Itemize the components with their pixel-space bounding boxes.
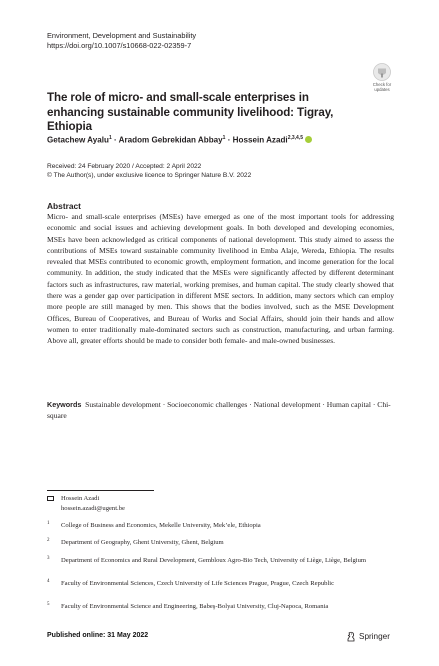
journal-name: Environment, Development and Sustainability	[47, 31, 197, 40]
affiliation-number: 2	[47, 538, 50, 543]
received-accepted-dates: Received: 24 February 2020 / Accepted: 2 April 2022	[47, 163, 202, 170]
author-separator: ·	[111, 135, 119, 145]
publisher-name: Springer	[359, 632, 390, 641]
envelope-icon	[47, 496, 54, 501]
affiliation-number: 1	[47, 521, 50, 526]
article-dates	[47, 162, 251, 180]
corresponding-author-email[interactable]: hossein.azadi@ugent.be	[61, 504, 125, 512]
footnote-divider	[47, 490, 154, 491]
author-affiliation-mark: 2,3,4,5	[287, 135, 303, 141]
springer-knight-icon	[346, 631, 356, 642]
doi-link[interactable]: https://doi.org/10.1007/s10668-022-02359-7	[47, 41, 192, 50]
author-list	[47, 135, 312, 145]
corresponding-author-name: Hossein Azadi	[61, 495, 100, 502]
author-separator: ·	[225, 135, 233, 145]
author-affiliation-mark: 1	[108, 135, 112, 141]
affiliation-number: 5	[47, 602, 50, 607]
abstract-text: Micro- and small-scale enterprises (MSEs) have emerged as one of the most important tools for addressing economic and social issues and achieving development goals. In both developed and developing economies, MSEs have been acknowledged as critical components of national development. This study aimed to assess the contributions of MSEs toward sustainable community livelihood in Emba Alaje, Wereda, Ethiopia. The results revealed that MSEs contributed to economic growth, employment formation, and income generation for the local community. In addition, the study indicated that the MSEs were significantly affected by different determinant factors such as infrastructures, raw material, working premises, and human capital. The study clearly showed that there was a gender gap over participation in different MSE sectors. In addition, many sectors which can employ more people are still managed by men. This shows that the bodies involved, such as the MSE Development Offices, Bureau of Cooperatives, and Bureau of Works and Social Affairs, should join their hands and allow women to enter traditionally male-dominated sectors such as construction, manufacturing, and urban farming. Above all, greater efforts should be made to consider both female- and male-owned businesses.	[47, 212, 394, 346]
abstract-heading: Abstract	[47, 201, 81, 211]
author-name[interactable]: Hossein Azadi	[232, 135, 288, 145]
affiliation-text: Faculty of Environmental Sciences, Czech University of Life Sciences Prague, Prague, Czech Republic	[61, 580, 335, 587]
publisher-logo	[346, 631, 390, 642]
article-title: The role of micro- and small-scale enterprises in enhancing sustainable community livelihood: Tigray, Ethiopia	[47, 91, 334, 133]
author-name[interactable]: Aradom Gebrekidan Abbay	[118, 135, 223, 145]
crossmark-icon	[367, 62, 397, 94]
affiliation-text: Department of Economics and Rural Development, Gembloux Agro-Bio Tech, University of Liège, Liège, Belgium	[61, 557, 367, 564]
crossmark-line2: updates	[374, 87, 390, 92]
keywords-section	[47, 399, 394, 422]
journal-header	[47, 31, 196, 51]
affiliation-text: Faculty of Environmental Science and Engineering, Babeş-Bolyai University, Cluj-Napoca, Romania	[61, 603, 329, 610]
keywords-list: Sustainable development · Socioeconomic challenges · National development · Human capital · Chi-square	[47, 400, 391, 421]
author-affiliation-mark: 1	[222, 135, 226, 141]
affiliation-number: 4	[47, 579, 50, 584]
affiliation-text: College of Business and Economics, Mekelle University, Mek’ele, Ethiopia	[61, 522, 261, 529]
keywords-label: Keywords	[47, 400, 82, 409]
crossmark-line1: Check for	[372, 82, 392, 87]
affiliation-number: 3	[47, 556, 50, 561]
copyright-notice: © The Author(s), under exclusive licence to Springer Nature B.V. 2022	[47, 172, 252, 179]
check-for-updates-badge[interactable]	[367, 62, 397, 94]
published-online-date: Published online: 31 May 2022	[47, 632, 149, 639]
affiliation-text: Department of Geography, Ghent University, Ghent, Belgium	[61, 539, 224, 546]
orcid-icon[interactable]	[305, 136, 312, 143]
author-name[interactable]: Getachew Ayalu	[47, 135, 109, 145]
